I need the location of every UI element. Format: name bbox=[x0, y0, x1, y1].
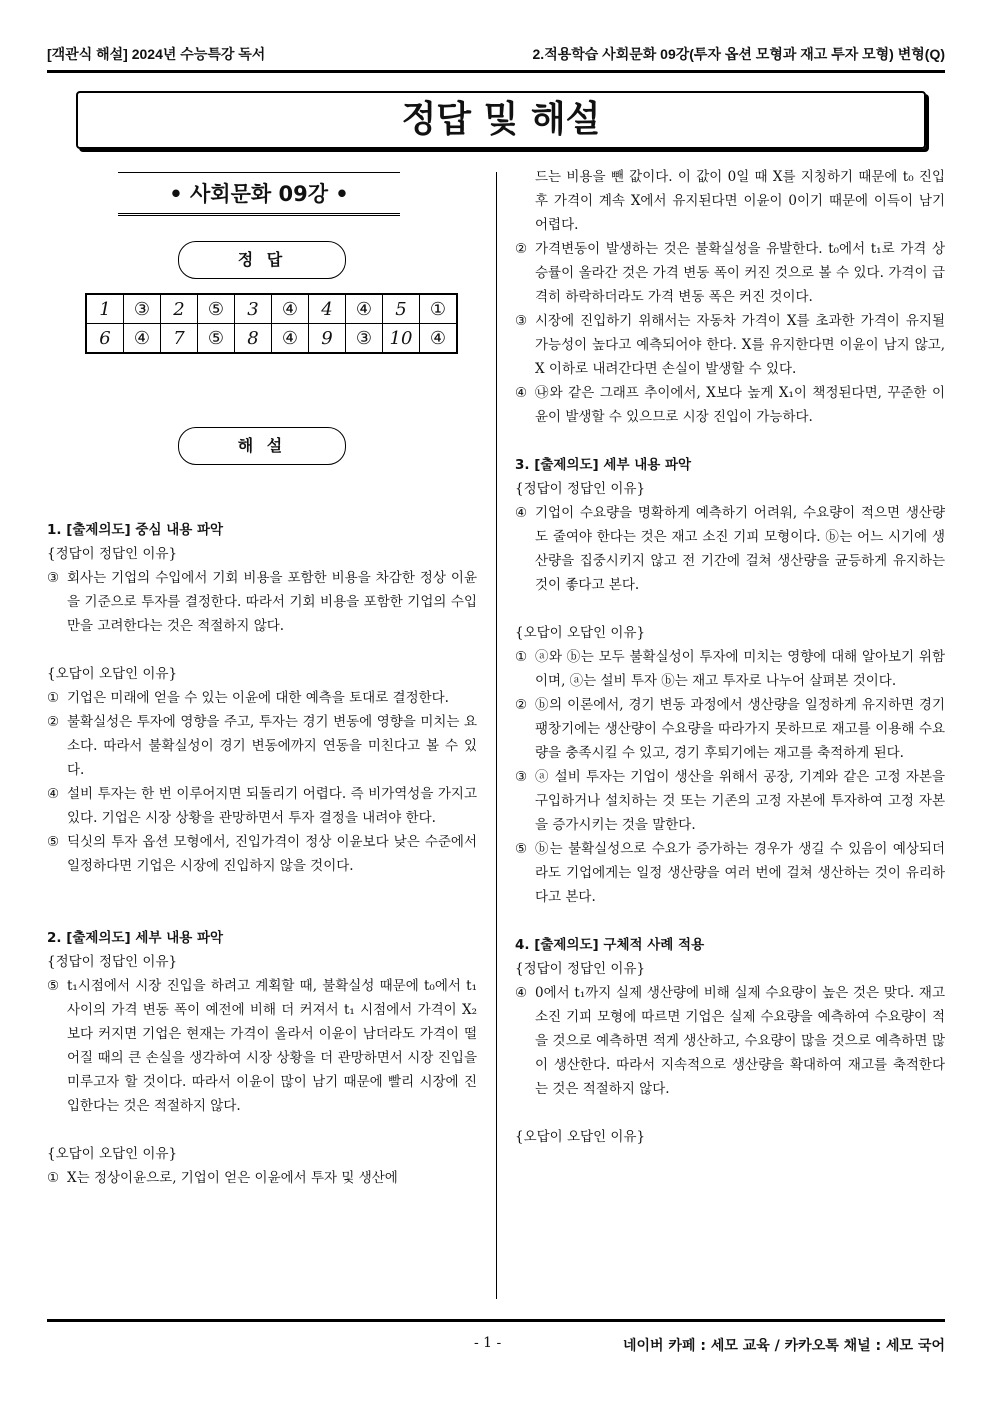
q4-correct-heading: {정답이 정답인 이유} bbox=[515, 961, 646, 977]
q2-wrong-continuation: 드는 비용을 뺀 값이다. 이 값이 0일 때 X를 지칭하기 때문에 t₀ 진입 후 가격이 계속 X에서 유지된다면 이윤이 0이기 때문에 이득이 남기 어렵다. bbox=[535, 169, 945, 233]
choice-marker: ③ bbox=[515, 769, 528, 785]
explanation-text: ⓑ의 이론에서, 경기 변동 과정에서 생산량을 일정하게 유지하면 경기 팽창기에는 생산량이 수요량을 따라가지 못하므로 재고를 이용해 수요량을 충족시킬 수 있고, 경기 후퇴기에는 재고를 축적하게 된다. bbox=[535, 697, 945, 761]
explanation-label: 해 설 bbox=[178, 427, 346, 465]
q3-wrong-heading: {오답이 오답인 이유} bbox=[515, 625, 646, 641]
left-column bbox=[47, 518, 477, 1190]
choice-marker: ⑤ bbox=[515, 841, 528, 857]
choice-marker: ③ bbox=[47, 570, 60, 586]
choice-marker: ② bbox=[515, 697, 528, 713]
answer-row-1 bbox=[86, 294, 457, 324]
q4-correct-item bbox=[515, 981, 945, 1101]
answer-table bbox=[85, 293, 458, 354]
choice-marker: ① bbox=[47, 690, 60, 706]
explanation-text: t₁시점에서 시장 진입을 하려고 계획할 때, 불확실성 때문에 t₀에서 t₁ 사이의 가격 변동 폭이 예전에 비해 더 커져서 t₁ 시점에서 가격이 X₂보다 커지면 기업은 현재는 가격이 올라서 이윤이 남더라도 가격이 떨어질 때의 큰 손실을 생각하여 시장 상황을 더 관망하면서 시장 진입을 미루고자 할 것이다. 따라서 이윤이 많이 남기 때문에 빨리 시장에 진입한다는 것은 적절하지 않다. bbox=[67, 978, 477, 1114]
answer-choice: ④ bbox=[124, 324, 161, 354]
q2-wrong-item bbox=[515, 237, 945, 309]
q3-title: 3. [출제의도] 세부 내용 파악 bbox=[515, 457, 692, 473]
answer-choice: ⑤ bbox=[198, 294, 235, 324]
choice-marker: ③ bbox=[515, 313, 528, 329]
column-divider bbox=[496, 172, 497, 1299]
q2-wrong-item bbox=[47, 1166, 477, 1190]
choice-marker: ④ bbox=[515, 385, 528, 401]
question-number: 6 bbox=[86, 324, 124, 354]
question-number: 8 bbox=[235, 324, 272, 354]
q2-wrong-heading: {오답이 오답인 이유} bbox=[47, 1146, 178, 1162]
question-number: 2 bbox=[161, 294, 198, 324]
answer-choice: ③ bbox=[124, 294, 161, 324]
q2-correct-heading: {정답이 정답인 이유} bbox=[47, 954, 178, 970]
explanation-text: 시장에 진입하기 위해서는 자동차 가격이 X를 초과한 가격이 유지될 가능성이 높다고 예측되어야 한다. X를 유지한다면 이윤이 남지 않고, X 이하로 내려간다면 손실이 발생할 수 있다. bbox=[535, 313, 945, 377]
answer-choice: ① bbox=[420, 294, 458, 324]
right-column bbox=[515, 165, 945, 1149]
q3-wrong-item bbox=[515, 837, 945, 909]
explanation-text: ⓐ와 ⓑ는 모두 불확실성이 투자에 미치는 영향에 대해 알아보기 위함이며, ⓐ는 설비 투자 ⓑ는 재고 투자로 나누어 살펴본 것이다. bbox=[535, 649, 945, 689]
choice-marker: ② bbox=[47, 714, 60, 730]
choice-marker: ② bbox=[515, 241, 528, 257]
choice-marker: ① bbox=[515, 649, 528, 665]
answer-label: 정 답 bbox=[178, 241, 346, 279]
q1-wrong-item bbox=[47, 782, 477, 830]
q1-wrong-item bbox=[47, 830, 477, 878]
question-number: 7 bbox=[161, 324, 198, 354]
q4-title: 4. [출제의도] 구체적 사례 적용 bbox=[515, 937, 705, 953]
footer-rule bbox=[47, 1319, 945, 1322]
q2-wrong-item bbox=[515, 381, 945, 429]
q3-correct-heading: {정답이 정답인 이유} bbox=[515, 481, 646, 497]
section-subtitle: • 사회문화 09강 • bbox=[118, 172, 400, 216]
q4-wrong-heading: {오답이 오답인 이유} bbox=[515, 1129, 646, 1145]
q1-title: 1. [출제의도] 중심 내용 파악 bbox=[47, 522, 224, 538]
question-number: 4 bbox=[309, 294, 346, 324]
header-right: 2.적용학습 사회문화 09강(투자 옵션 모형과 재고 투자 모형) 변형(Q) bbox=[532, 46, 945, 62]
q1-correct-heading: {정답이 정답인 이유} bbox=[47, 546, 178, 562]
footer-text: 네이버 카페 : 세모 교육 / 카카오톡 채널 : 세모 국어 bbox=[622, 1338, 945, 1354]
explanation-text: 기업은 미래에 얻을 수 있는 이윤에 대한 예측을 토대로 결정한다. bbox=[67, 690, 449, 706]
explanation-text: ㉯와 같은 그래프 추이에서, X보다 높게 X₁이 책정된다면, 꾸준한 이윤이 발생할 수 있으므로 시장 진입이 가능하다. bbox=[535, 385, 945, 425]
q1-wrong-heading: {오답이 오답인 이유} bbox=[47, 666, 178, 682]
question-number: 5 bbox=[383, 294, 420, 324]
answer-choice: ④ bbox=[420, 324, 458, 354]
explanation-text: ⓐ 설비 투자는 기업이 생산을 위해서 공장, 기계와 같은 고정 자본을 구입하거나 설치하는 것 또는 기존의 고정 자본에 투자하여 고정 자본을 증가시키는 것을 말한다. bbox=[535, 769, 945, 833]
question-number: 10 bbox=[383, 324, 420, 354]
q1-wrong-item bbox=[47, 710, 477, 782]
choice-marker: ⑤ bbox=[47, 834, 60, 850]
explanation-text: 딕싯의 투자 옵션 모형에서, 진입가격이 정상 이윤보다 낮은 수준에서 일정하다면 기업은 시장에 진입하지 않을 것이다. bbox=[67, 834, 477, 874]
header-left: [객관식 해설] 2024년 수능특강 독서 bbox=[47, 46, 266, 62]
q2-title: 2. [출제의도] 세부 내용 파악 bbox=[47, 930, 224, 946]
answer-choice: ④ bbox=[272, 324, 309, 354]
explanation-text: 설비 투자는 한 번 이루어지면 되돌리기 어렵다. 즉 비가역성을 가지고 있다. 기업은 시장 상황을 관망하면서 투자 결정을 내려야 한다. bbox=[67, 786, 477, 826]
explanation-text: 불확실성은 투자에 영향을 주고, 투자는 경기 변동에 영향을 미치는 요소다. 따라서 불확실성이 경기 변동에까지 연동을 미친다고 볼 수 있다. bbox=[67, 714, 477, 778]
answer-choice: ④ bbox=[346, 294, 383, 324]
q1-correct-item bbox=[47, 566, 477, 638]
answer-choice: ④ bbox=[272, 294, 309, 324]
question-number: 1 bbox=[86, 294, 124, 324]
choice-marker: ④ bbox=[515, 505, 528, 521]
q2-wrong-item bbox=[515, 309, 945, 381]
answer-choice: ③ bbox=[346, 324, 383, 354]
explanation-text: 기업이 수요량을 명확하게 예측하기 어려워, 수요량이 적으면 생산량도 줄여야 한다는 것은 재고 소진 기피 모형이다. ⓑ는 어느 시기에 생산량을 집중시키지 않고 전 기간에 걸쳐 생산량을 균등하게 유지하는 것이 좋다고 본다. bbox=[535, 505, 945, 593]
q3-wrong-item bbox=[515, 693, 945, 765]
q2-correct-item bbox=[47, 974, 477, 1118]
explanation-text: 회사는 기업의 수입에서 기회 비용을 포함한 비용을 차감한 정상 이윤을 기준으로 투자를 결정한다. 따라서 기회 비용을 포함한 기업의 수입만을 고려한다는 것은 적절하지 않다. bbox=[67, 570, 477, 634]
page-number: - 1 - bbox=[474, 1335, 502, 1351]
explanation-text: 0에서 t₁까지 실제 생산량에 비해 실제 수요량이 높은 것은 맞다. 재고 소진 기피 모형에 따르면 기업은 실제 수요량을 예측하여 수요량이 적을 것으로 예측하면 적게 생산하고, 수요량이 많을 것으로 예측하면 많이 생산한다. 따라서 지속적으로 생산량을 확대하여 재고를 축적한다는 것은 적절하지 않다. bbox=[535, 985, 945, 1097]
choice-marker: ⑤ bbox=[47, 978, 60, 994]
q3-wrong-item bbox=[515, 765, 945, 837]
q1-wrong-item bbox=[47, 686, 477, 710]
q3-correct-item bbox=[515, 501, 945, 597]
answer-row-2 bbox=[86, 324, 457, 354]
q3-wrong-item bbox=[515, 645, 945, 693]
header-rule bbox=[47, 70, 945, 73]
question-number: 9 bbox=[309, 324, 346, 354]
choice-marker: ④ bbox=[47, 786, 60, 802]
explanation-text: ⓑ는 불확실성으로 수요가 증가하는 경우가 생길 수 있음이 예상되더라도 기업에게는 일정 생산량을 여러 번에 걸쳐 생산하는 것이 유리하다고 본다. bbox=[535, 841, 945, 905]
page-title: 정답 및 해설 bbox=[76, 91, 926, 149]
explanation-text: X는 정상이윤으로, 기업이 얻은 이윤에서 투자 및 생산에 bbox=[67, 1170, 398, 1186]
choice-marker: ① bbox=[47, 1170, 60, 1186]
explanation-text: 가격변동이 발생하는 것은 불확실성을 유발한다. t₀에서 t₁로 가격 상승률이 올라간 것은 가격 변동 폭이 커진 것으로 볼 수 있다. 가격이 급격히 하락하더라도 가격 변동 폭은 커진 것이다. bbox=[535, 241, 945, 305]
answer-choice: ⑤ bbox=[198, 324, 235, 354]
question-number: 3 bbox=[235, 294, 272, 324]
choice-marker: ④ bbox=[515, 985, 528, 1001]
